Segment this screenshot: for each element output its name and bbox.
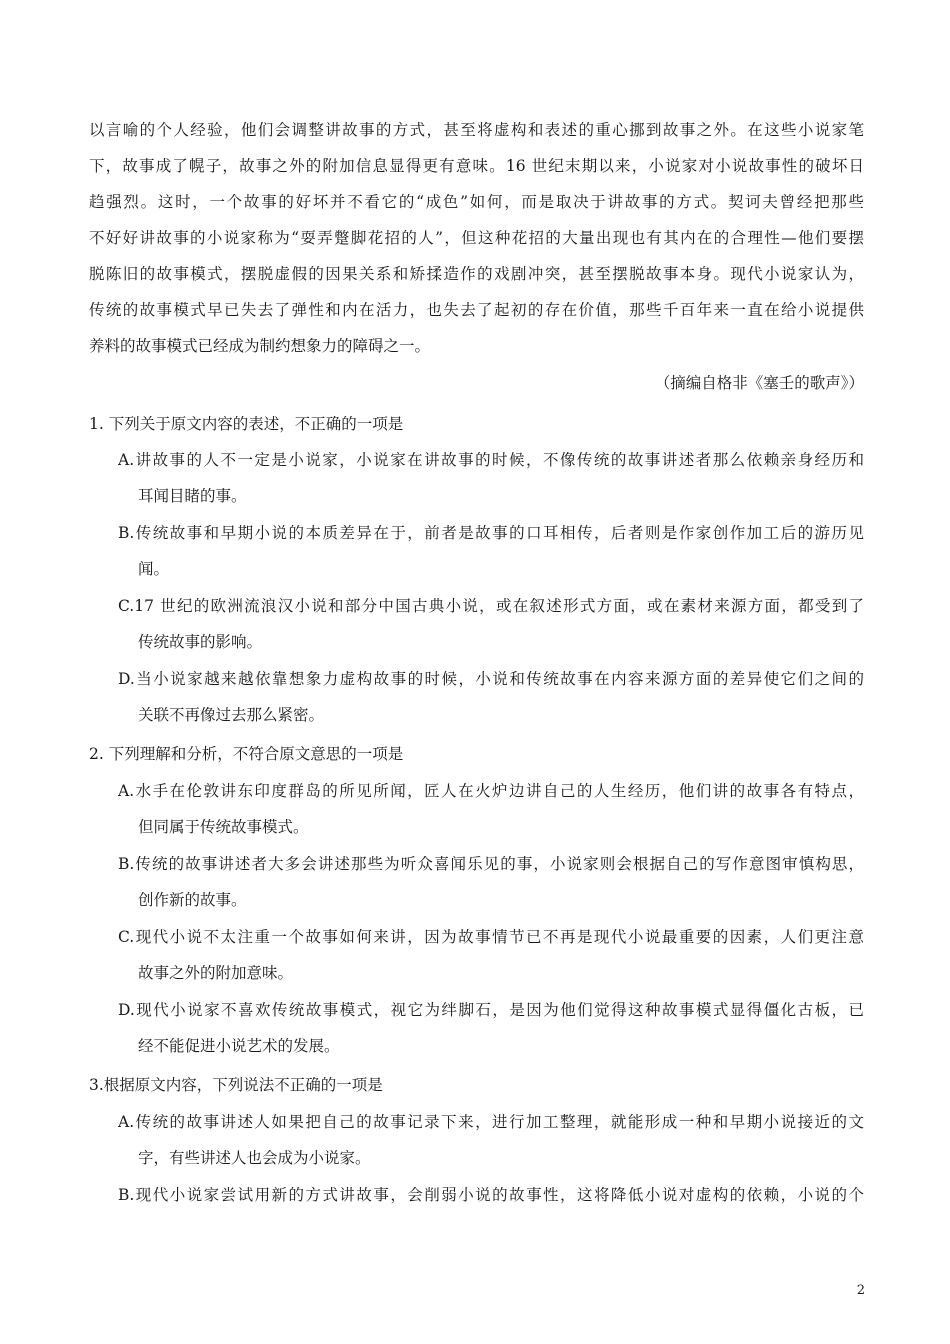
option-b-cont: 创作新的故事。: [138, 891, 247, 909]
passage-line: 趋强烈。这时，一个故事的好坏并不看它的“成色”如何，而是取决于讲故事的方式。契诃夫曾经把那些: [89, 193, 864, 211]
option-a: A.讲故事的人不一定是小说家，小说家在讲故事的时候，不像传统的故事讲述者那么依赖亲身经历和: [118, 451, 864, 469]
passage-line: 养料的故事模式已经成为制约想象力的障碍之一。: [89, 337, 431, 355]
option-a: A.传统的故事讲述人如果把自己的故事记录下来，进行加工整理，就能形成一种和早期小说接近的文: [118, 1113, 864, 1131]
option-b-cont: 闻。: [138, 560, 170, 578]
option-c: C.现代小说不太注重一个故事如何来讲，因为故事情节已不再是现代小说最重要的因素，人们更注意: [118, 928, 864, 946]
option-b: B.传统的故事讲述者大多会讲述那些为听众喜闻乐见的事，小说家则会根据自己的写作意图审慎构思，: [118, 855, 864, 873]
passage-line: 不好好讲故事的小说家称为“耍弄蹩脚花招的人”，但这种花招的大量出现也有其内在的合理性—他们要摆: [89, 229, 864, 247]
passage-line: 下，故事成了幌子，故事之外的附加信息显得更有意味。16 世纪末期以来，小说家对小说故事性的破坏日: [89, 157, 864, 175]
source-citation: （摘编自格非《塞壬的歌声》）: [654, 374, 864, 392]
option-c-cont: 故事之外的附加意味。: [138, 964, 294, 982]
passage-line: 脱陈旧的故事模式，摆脱虚假的因果关系和矫揉造作的戏剧冲突，甚至摆脱故事本身。现代小说家认为，: [89, 265, 864, 283]
passage-line: 以言喻的个人经验，他们会调整讲故事的方式，甚至将虚构和表述的重心挪到故事之外。在这些小说家笔: [89, 121, 864, 139]
question-stem: 2. 下列理解和分析，不符合原文意思的一项是: [89, 745, 404, 763]
option-a-cont: 但同属于传统故事模式。: [138, 818, 309, 836]
option-b: B.现代小说家尝试用新的方式讲故事，会削弱小说的故事性，这将降低小说对虚构的依赖，小说的个: [118, 1186, 864, 1204]
question-stem: 3.根据原文内容，下列说法不正确的一项是: [89, 1076, 383, 1094]
option-b: B.传统故事和早期小说的本质差异在于，前者是故事的口耳相传，后者则是作家创作加工后的游历见: [118, 524, 864, 542]
option-c: C.17 世纪的欧洲流浪汉小说和部分中国古典小说，或在叙述形式方面，或在素材来源方面，都受到了: [118, 597, 864, 615]
page-number: 2: [856, 1283, 865, 1298]
option-a: A.水手在伦敦讲东印度群岛的所见所闻，匠人在火炉边讲自己的人生经历，他们讲的故事各有特点，: [118, 782, 864, 800]
option-d: D.当小说家越来越依靠想象力虚构故事的时候，小说和传统故事在内容来源方面的差异使它们之间的: [118, 670, 864, 688]
option-a-cont: 耳闻目睹的事。: [138, 487, 247, 505]
option-d-cont: 关联不再像过去那么紧密。: [138, 706, 325, 724]
passage-line: 传统的故事模式早已失去了弹性和内在活力，也失去了起初的存在价值，那些千百年来一直在给小说提供: [89, 301, 864, 319]
option-c-cont: 传统故事的影响。: [138, 633, 263, 651]
option-d-cont: 经不能促进小说艺术的发展。: [138, 1037, 340, 1055]
question-stem: 1. 下列关于原文内容的表述，不正确的一项是: [89, 415, 404, 433]
option-a-cont: 字，有些讲述人也会成为小说家。: [138, 1149, 371, 1167]
option-d: D.现代小说家不喜欢传统故事模式，视它为绊脚石，是因为他们觉得这种故事模式显得僵化古板，已: [118, 1001, 864, 1019]
